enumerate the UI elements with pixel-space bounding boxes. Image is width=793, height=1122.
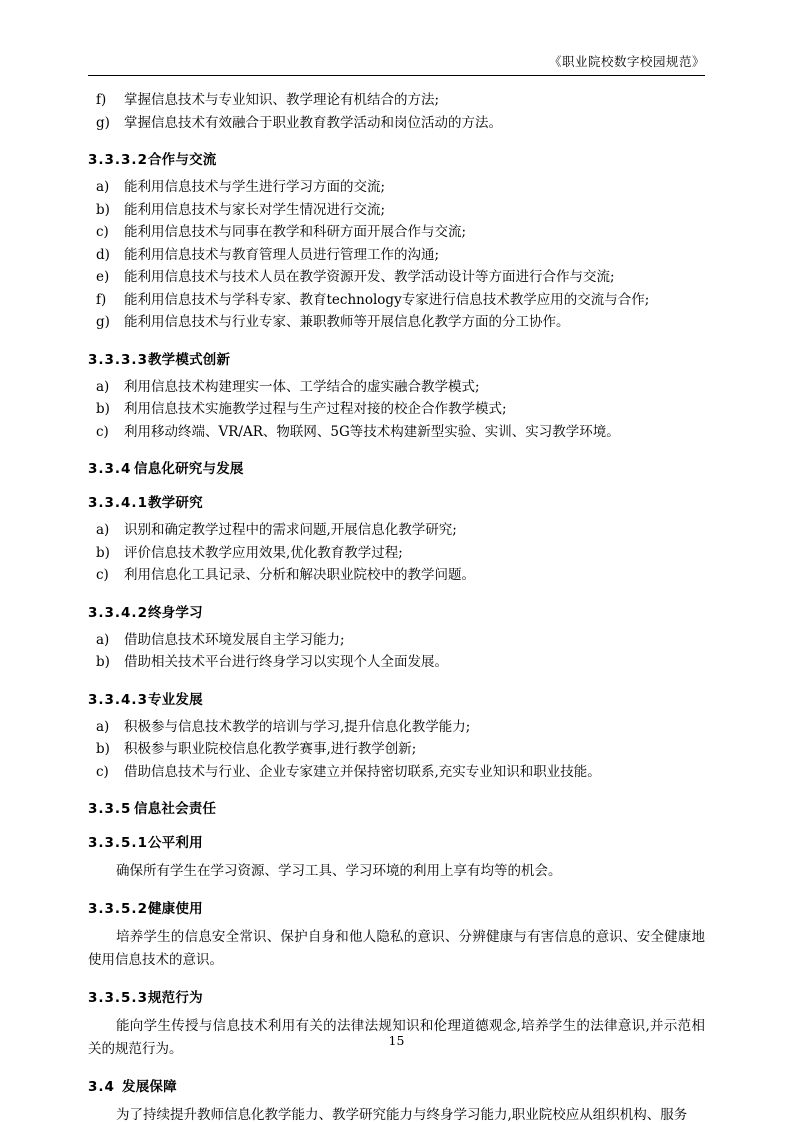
heading-text: 信息化研究与发展 bbox=[134, 461, 244, 477]
list-marker: c) bbox=[96, 224, 109, 240]
list-marker: b) bbox=[96, 201, 110, 218]
list-item-text: 掌握信息技术与专业知识、教学理论有机结合的方法; bbox=[124, 92, 440, 108]
heading-number: 3.3.3.3 bbox=[88, 351, 148, 368]
list-item-text: 能利用信息技术与行业专家、兼职教师等开展信息化教学方面的分工协作。 bbox=[124, 314, 570, 330]
heading-text: 发展保障 bbox=[122, 1079, 177, 1095]
list-continued-top bbox=[88, 90, 705, 134]
running-header: 《职业院校数字校园规范》 bbox=[548, 54, 705, 69]
para-healthy-use: 培养学生的信息安全常识、保护自身和他人隐私的意识、分辨健康与有害信息的意识、安全健康地使用信息技术的意识。 bbox=[88, 929, 705, 968]
list-item-text: 评价信息技术教学应用效果,优化教育教学过程; bbox=[124, 544, 403, 561]
list-marker: a) bbox=[96, 718, 110, 735]
heading-3-3-5-1 bbox=[88, 831, 705, 851]
heading-number: 3.3.4 bbox=[88, 461, 132, 477]
list-item bbox=[88, 177, 705, 199]
heading-number: 3.3.5 bbox=[88, 801, 132, 817]
heading-number: 3.3.5.2 bbox=[88, 901, 148, 917]
list-marker: d) bbox=[96, 246, 110, 263]
list-marker: e) bbox=[96, 269, 110, 285]
list-item-text: 能利用信息技术与家长对学生情况进行交流; bbox=[124, 201, 386, 218]
heading-3-3-5-3 bbox=[88, 986, 705, 1006]
list-item-text: 识别和确定教学过程中的需求问题,开展信息化教学研究; bbox=[124, 522, 457, 538]
list-item bbox=[88, 762, 705, 784]
heading-3-3-5-2 bbox=[88, 897, 705, 917]
list-teaching-model-innovation bbox=[88, 377, 705, 444]
list-marker: b) bbox=[96, 544, 110, 561]
list-item bbox=[88, 200, 705, 222]
list-item-text: 能利用信息技术与同事在教学和科研方面开展合作与交流; bbox=[124, 224, 467, 240]
list-marker: c) bbox=[96, 763, 109, 780]
heading-text: 教学模式创新 bbox=[147, 351, 231, 368]
heading-3-3-4-3 bbox=[88, 688, 705, 708]
list-professional-development bbox=[88, 717, 705, 784]
list-item-text: 借助信息技术环境发展自主学习能力; bbox=[124, 631, 345, 648]
heading-number: 3.3.4.3 bbox=[88, 691, 148, 708]
list-item bbox=[88, 90, 705, 112]
list-marker: a) bbox=[96, 378, 110, 395]
para-norm-behavior: 能向学生传授与信息技术利用有关的法律法规知识和伦理道德观念,培养学生的法律意识,并示范相关的规范行为。 bbox=[88, 1018, 705, 1057]
list-item-text: 利用信息技术构建理实一体、工学结合的虚实融合教学模式; bbox=[124, 378, 480, 395]
list-item-text: 借助信息技术与行业、企业专家建立并保持密切联系,充实专业知识和职业技能。 bbox=[124, 763, 601, 780]
list-item-text: 利用信息化工具记录、分析和解决职业院校中的教学问题。 bbox=[124, 567, 475, 583]
list-marker: f) bbox=[96, 291, 107, 308]
heading-text: 信息社会责任 bbox=[134, 801, 217, 817]
heading-number: 3.3.5.1 bbox=[88, 835, 148, 851]
list-item bbox=[88, 290, 705, 312]
list-item bbox=[88, 520, 705, 542]
heading-3-3-3-3 bbox=[88, 348, 705, 368]
list-marker: a) bbox=[96, 522, 110, 538]
list-item-text: 利用移动终端、VR/AR、物联网、5G等技术构建新型实验、实训、实习教学环境。 bbox=[124, 423, 620, 440]
list-marker: c) bbox=[96, 567, 109, 583]
heading-text: 公平利用 bbox=[147, 835, 203, 851]
heading-number: 3.3.4.1 bbox=[88, 495, 148, 511]
heading-number: 3.4 bbox=[88, 1079, 115, 1095]
list-marker: f) bbox=[96, 92, 107, 108]
list-item bbox=[88, 543, 705, 565]
list-item bbox=[88, 267, 705, 289]
list-item bbox=[88, 652, 705, 674]
list-marker: a) bbox=[96, 631, 110, 648]
page-content bbox=[88, 52, 705, 1122]
heading-3-3-4 bbox=[88, 457, 705, 477]
list-item bbox=[88, 377, 705, 399]
document-body bbox=[88, 90, 705, 1122]
heading-3-3-4-1 bbox=[88, 491, 705, 511]
heading-text: 终身学习 bbox=[147, 604, 203, 621]
heading-number: 3.3.3.2 bbox=[88, 152, 148, 168]
list-item bbox=[88, 422, 705, 444]
list-marker: g) bbox=[96, 114, 110, 131]
list-item-text: 掌握信息技术有效融合于职业教育教学活动和岗位活动的方法。 bbox=[124, 114, 502, 131]
heading-text: 合作与交流 bbox=[147, 152, 217, 168]
list-cooperation-exchange bbox=[88, 177, 705, 334]
list-item bbox=[88, 312, 705, 334]
list-item bbox=[88, 565, 705, 587]
list-marker: a) bbox=[96, 179, 110, 195]
list-item bbox=[88, 399, 705, 421]
heading-text: 专业发展 bbox=[147, 691, 203, 708]
list-item-text: 能利用信息技术与学科专家、教育technology专家进行信息技术教学应用的交流与合作; bbox=[124, 291, 650, 308]
heading-text: 健康使用 bbox=[147, 901, 203, 917]
page-number: 15 bbox=[388, 1033, 405, 1048]
para-development-guarantee: 为了持续提升教师信息化教学能力、教学研究能力与终身学习能力,职业院校应从组织机构、服务 bbox=[116, 1107, 688, 1122]
para-fair-use: 确保所有学生在学习资源、学习工具、学习环境的利用上享有均等的机会。 bbox=[116, 863, 562, 879]
list-item bbox=[88, 245, 705, 267]
list-item-text: 积极参与信息技术教学的培训与学习,提升信息化教学能力; bbox=[124, 718, 471, 735]
heading-number: 3.3.5.3 bbox=[88, 990, 148, 1006]
heading-3-3-3-2 bbox=[88, 148, 705, 168]
list-teaching-research bbox=[88, 520, 705, 587]
list-item bbox=[88, 113, 705, 135]
list-item bbox=[88, 739, 705, 761]
list-marker: b) bbox=[96, 741, 110, 757]
heading-number: 3.3.4.2 bbox=[88, 604, 148, 621]
heading-3-4 bbox=[88, 1075, 705, 1095]
list-item-text: 积极参与职业院校信息化教学赛事,进行教学创新; bbox=[124, 741, 417, 757]
heading-text: 教学研究 bbox=[147, 495, 203, 511]
heading-text: 规范行为 bbox=[147, 990, 203, 1006]
list-item-text: 能利用信息技术与技术人员在教学资源开发、教学活动设计等方面进行合作与交流; bbox=[124, 269, 615, 285]
heading-3-3-4-2 bbox=[88, 601, 705, 621]
heading-3-3-5 bbox=[88, 797, 705, 817]
list-lifelong-learning bbox=[88, 630, 705, 674]
list-item-text: 能利用信息技术与学生进行学习方面的交流; bbox=[124, 179, 386, 195]
header-rule bbox=[88, 75, 705, 76]
list-marker: b) bbox=[96, 401, 110, 417]
list-marker: b) bbox=[96, 654, 110, 670]
list-item-text: 利用信息技术实施教学过程与生产过程对接的校企合作教学模式; bbox=[124, 401, 507, 417]
list-item bbox=[88, 717, 705, 739]
list-item bbox=[88, 630, 705, 652]
list-item-text: 能利用信息技术与教育管理人员进行管理工作的沟通; bbox=[124, 246, 440, 263]
list-marker: g) bbox=[96, 314, 110, 330]
list-item-text: 借助相关技术平台进行终身学习以实现个人全面发展。 bbox=[124, 654, 448, 670]
list-item bbox=[88, 222, 705, 244]
list-marker: c) bbox=[96, 423, 109, 440]
